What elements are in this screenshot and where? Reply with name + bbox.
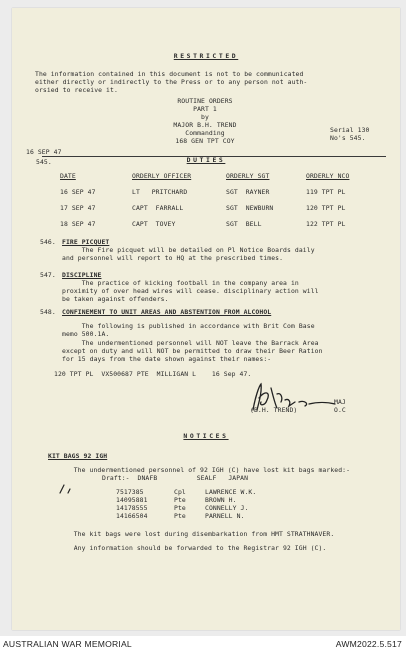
document-page <box>12 8 400 630</box>
order-heading-discipline: DISCIPLINE <box>62 271 102 279</box>
order-line: be taken against offenders. <box>62 295 169 303</box>
order-line: The undermentioned personnel will NOT leave the Barrack Area <box>62 339 319 347</box>
archive-footer <box>0 636 406 653</box>
kit-bags-intro: The undermentioned personnel of 92 IGH (C) have lost kit bags marked:- <box>54 466 351 474</box>
kit-bags-heading: KIT BAGS 92 IGH <box>48 452 108 460</box>
kit-bags-closing-2: Any information should be forwarded to the Registrar 92 IGH (C). <box>54 544 327 552</box>
serial-number: Serial 130 <box>330 126 370 134</box>
notice-line-3: orsied to receive it. <box>35 86 118 94</box>
notices-heading: NOTICES <box>183 432 229 440</box>
duties-cell: 122 TPT PL <box>306 220 346 228</box>
signature-rank: MAJ <box>334 398 346 406</box>
duties-cell: SGT RAYNER <box>226 188 270 196</box>
person-service-number: 14166504 <box>116 512 148 520</box>
duties-cell: LT PRITCHARD <box>132 188 188 196</box>
kit-bags-closing-1: The kit bags were lost during disembarkation from HMT STRATHNAVER. <box>54 530 335 538</box>
person-name: LAWRENCE W.K. <box>205 488 257 496</box>
order-line: for 15 days from the date shown against their names:- <box>62 355 272 363</box>
person-name: CONNELLY J. <box>205 504 249 512</box>
person-rank: Cpl <box>174 488 186 496</box>
archive-name: AUSTRALIAN WAR MEMORIAL <box>3 639 132 649</box>
duties-heading: DUTIES <box>186 156 226 164</box>
person-name: PARNELL N. <box>205 512 245 520</box>
document-date: 16 SEP 47 <box>26 148 62 156</box>
duties-col-date: DATE <box>60 172 76 180</box>
notice-line-1: The information contained in this document is not to be communicated <box>35 70 304 78</box>
order-line: The Fire picquet will be detailed on Pl Notice Boards daily <box>62 246 315 254</box>
order-heading-fire-picquet: FIRE PICQUET <box>62 238 110 246</box>
commanding-label: Commanding <box>185 129 225 137</box>
duties-col-nco: ORDERLY NCO <box>306 172 350 180</box>
drafts-label: Draft:- DNAFB SEALF JAPAN <box>102 474 249 482</box>
order-heading-confinement: CONFINEMENT TO UNIT AREAS AND ABSTENTION FROM ALCOHOL <box>62 308 272 316</box>
duties-col-sgt: ORDERLY SGT <box>226 172 270 180</box>
signature-title: O.C <box>334 406 346 414</box>
duties-cell: 18 SEP 47 <box>60 220 96 228</box>
order-line: The following is published in accordance with Brit Com Base <box>62 322 315 330</box>
archive-reference: AWM2022.5.517 <box>335 639 402 649</box>
duties-cell: 120 TPT PL <box>306 204 346 212</box>
routine-orders-title: ROUTINE ORDERS <box>177 97 233 105</box>
order-line: proximity of over head wires will cease. disciplinary action will <box>62 287 319 295</box>
duties-cell: CAPT TOVEY <box>132 220 176 228</box>
notice-line-2: either directly or indirectly to the Press or to any person not auth- <box>35 78 308 86</box>
order-line: except on duty and will NOT be permitted to draw their Beer Ration <box>62 347 323 355</box>
duties-cell: 17 SEP 47 <box>60 204 96 212</box>
part-label: PART 1 <box>193 105 217 113</box>
signature-name: (B.H. TREND) <box>250 406 298 414</box>
duties-number: 545. <box>36 158 52 166</box>
person-rank: Pte <box>174 512 186 520</box>
order-line: The practice of kicking football in the company area in <box>62 279 299 287</box>
person-service-number: 14178555 <box>116 504 148 512</box>
order-numbers: No's 545. <box>330 134 366 142</box>
duties-cell: 119 TPT PL <box>306 188 346 196</box>
person-service-number: 14095881 <box>116 496 148 504</box>
person-name: BROWN H. <box>205 496 237 504</box>
order-number: 548. <box>40 308 56 316</box>
confinement-entry: 120 TPT PL VX500687 PTE MILLIGAN L 16 Sep 47. <box>54 370 252 378</box>
duties-cell: 16 SEP 47 <box>60 188 96 196</box>
duties-cell: CAPT FARRALL <box>132 204 184 212</box>
by-label: by <box>201 113 209 121</box>
person-rank: Pte <box>174 496 186 504</box>
person-service-number: 7517385 <box>116 488 144 496</box>
pen-mark <box>58 483 74 495</box>
order-number: 546. <box>40 238 56 246</box>
commander-name: MAJOR B.H. TREND <box>173 121 237 129</box>
duties-cell: SGT BELL <box>226 220 262 228</box>
duties-col-officer: ORDERLY OFFICER <box>132 172 192 180</box>
order-line: and personnel will report to HQ at the prescribed times. <box>62 254 284 262</box>
restricted-heading: RESTRICTED <box>173 52 239 60</box>
order-number: 547. <box>40 271 56 279</box>
person-rank: Pte <box>174 504 186 512</box>
order-line: memo 500.1A. <box>62 330 110 338</box>
unit-name: 168 GEN TPT COY <box>175 137 235 145</box>
duties-cell: SGT NEWBURN <box>226 204 274 212</box>
